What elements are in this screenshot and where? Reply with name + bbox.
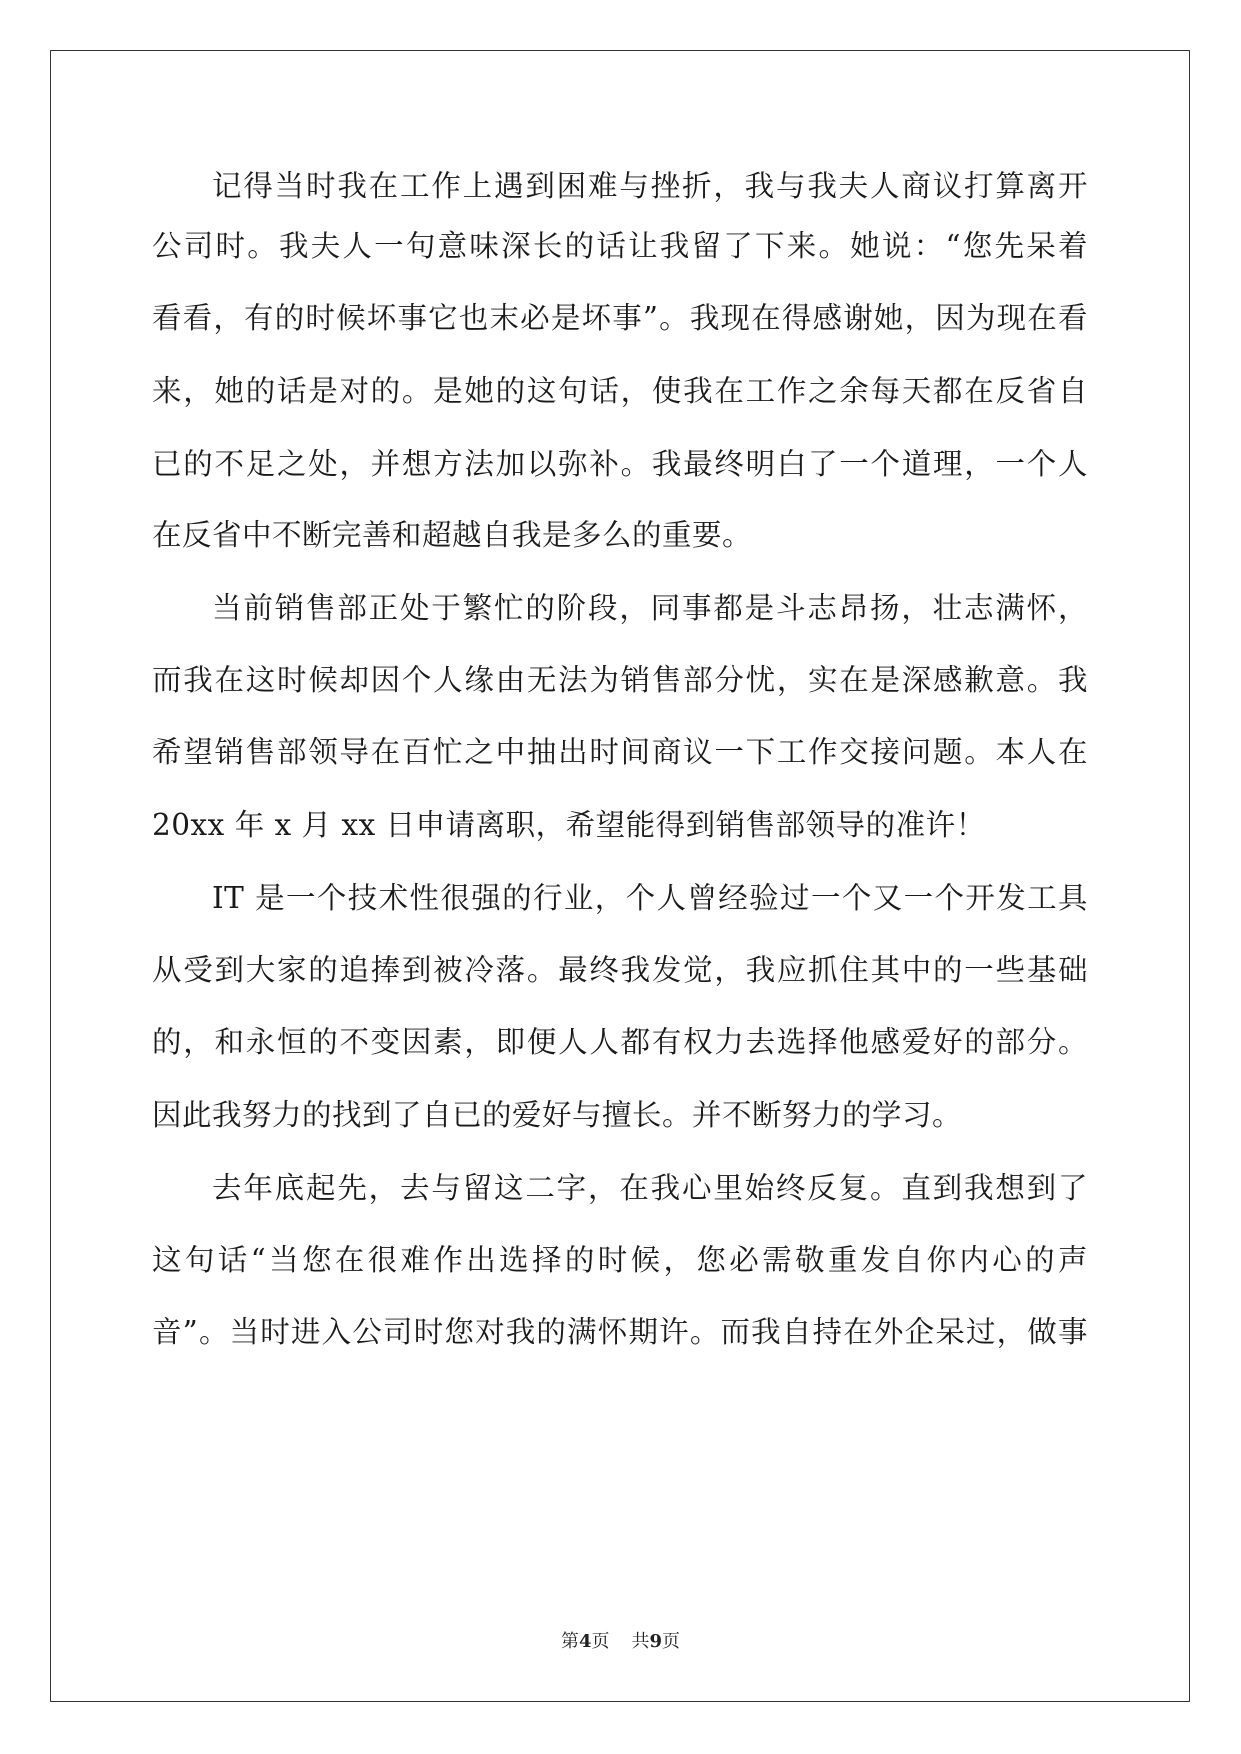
paragraph-3-line-4: 因此我努力的找到了自已的爱好与擅长。并不断努力的学习。 <box>152 1098 963 1132</box>
paragraph-2-line-1: 当前销售部正处于繁忙的阶段，同事都是斗志昂扬，壮志满怀， <box>212 591 1088 625</box>
paragraph-4-line-1: 去年底起先，去与留这二字，在我心里始终反复。直到我想到了 <box>212 1171 1088 1205</box>
page-total: 9 <box>649 1631 663 1652</box>
page-footer <box>0 1630 1241 1654</box>
paragraph-3-line-1: IT 是一个技术性很强的行业，个人曾经验过一个又一个开发工具 <box>212 881 1088 915</box>
paragraph-3-line-3: 的，和永恒的不变因素，即便人人都有权力去选择他感爱好的部分。 <box>152 1025 1088 1059</box>
paragraph-1-line-5: 已的不足之处，并想方法加以弥补。我最终明白了一个道理，一个人 <box>152 447 1088 481</box>
page-current: 4 <box>578 1631 592 1652</box>
paragraph-2-line-3: 希望销售部领导在百忙之中抽出时间商议一下工作交接问题。本人在 <box>152 735 1088 769</box>
total-suffix: 页 <box>662 1631 681 1652</box>
total-prefix: 共 <box>631 1631 650 1652</box>
paragraph-3-line-2: 从受到大家的追捧到被冷落。最终我发觉，我应抓住其中的一些基础 <box>152 953 1088 987</box>
paragraph-1-line-1: 记得当时我在工作上遇到困难与挫折，我与我夫人商议打算离开 <box>212 169 1088 203</box>
paragraph-4-line-3: 音”。当时进入公司时您对我的满怀期许。而我自持在外企呆过，做事 <box>152 1315 1088 1349</box>
paragraph-1-line-4: 来，她的话是对的。是她的这句话，使我在工作之余每天都在反省自 <box>152 374 1088 408</box>
paragraph-1-line-2: 公司时。我夫人一句意味深长的话让我留了下来。她说：“您先呆着 <box>152 229 1088 263</box>
page-suffix: 页 <box>591 1631 610 1652</box>
paragraph-2-line-2: 而我在这时候却因个人缘由无法为销售部分忧，实在是深感歉意。我 <box>152 663 1088 697</box>
paragraph-1-line-3: 看看，有的时候坏事它也末必是坏事”。我现在得感谢她，因为现在看 <box>152 301 1088 335</box>
page-prefix: 第 <box>560 1631 579 1652</box>
paragraph-2-line-4: 20xx 年 x 月 xx 日申请离职，希望能得到销售部领导的准许！ <box>152 808 986 842</box>
paragraph-4-line-2: 这句话“当您在很难作出选择的时候，您必需敬重发自你内心的声 <box>152 1243 1088 1277</box>
paragraph-1-line-6: 在反省中不断完善和超越自我是多么的重要。 <box>152 518 753 552</box>
